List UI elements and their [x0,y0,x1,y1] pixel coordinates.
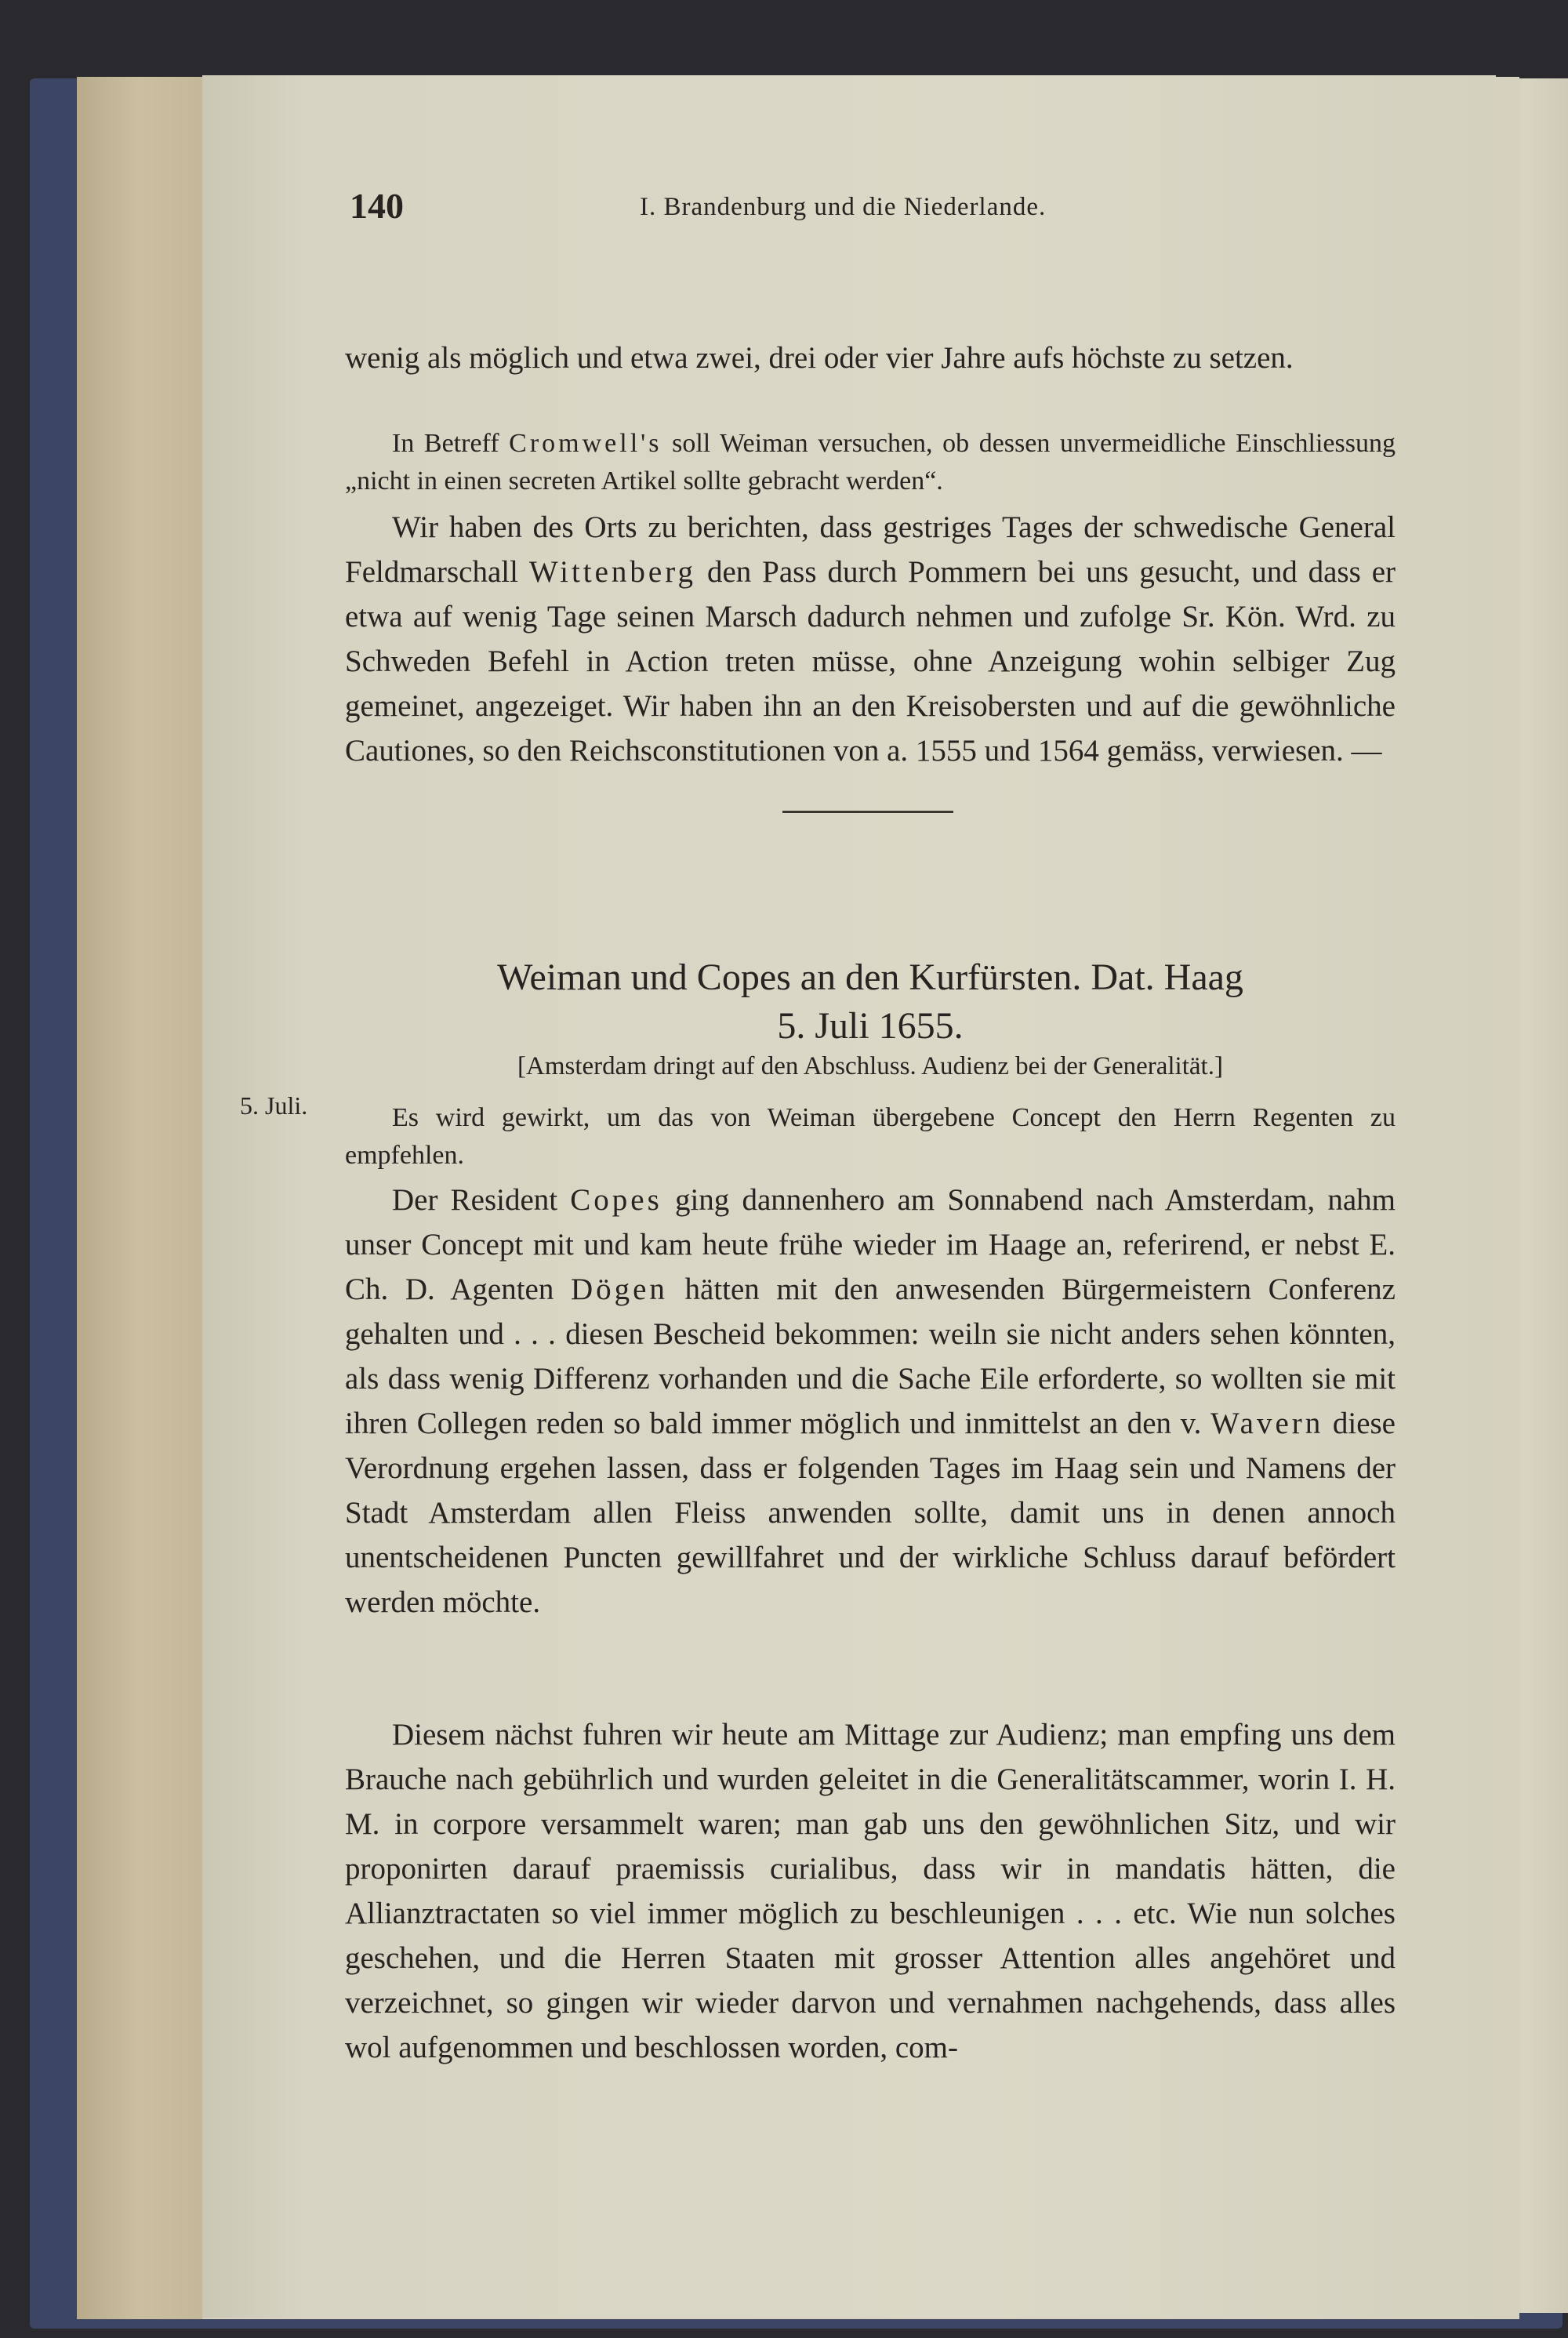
paragraph-concept: Es wird gewirkt, um das von Weiman übergebene Concept den Herrn Regenten zu empfehlen. [345,1103,1396,1170]
margin-date: 5. Juli. [240,1091,308,1120]
letter-summary: [Amsterdam dringt auf den Abschluss. Audienz bei der Generalität.] [517,1052,1223,1080]
text-run: hätten mit den anwesenden Bürgermeistern Conferenz gehalten und . . . diesen Bescheid bekommen: weiln sie nicht anders sehen könnten, als dass wenig Differenz vorhanden und die Sache Eile erforderte, so wollten sie mit ihren Collegen reden so bald immer möglich und inmittelst an den v. [345,1272,1396,1440]
text-run: Wir haben des Orts zu berichten, dass gestriges Tages der schwedische General Feldmarschall [345,510,1396,589]
person-name: Wittenberg [528,555,697,589]
running-title: I. Brandenburg und die Niederlande. [640,193,1047,221]
text-run: soll Weiman versuchen, ob dessen unvermeidliche Einschliessung „nicht in einen secreten Artikel sollte gebracht werden“. [345,429,1396,496]
letter-heading [345,953,1396,1051]
person-name: Dögen [570,1272,668,1306]
heading-line-2: 5. Juli 1655. [777,1005,964,1047]
text-run: diese Verordnung ergehen lassen, dass er folgenden Tages im Haag sein und Namens der Stadt Amsterdam allen Fleiss anwenden sollte, damit uns in denen annoch unentscheidenen Puncten gewillfahret und der wirkliche Schluss darauf befördert werden möchte. [345,1407,1396,1619]
text-run: den Pass durch Pommern bei uns gesucht, und dass er etwa auf wenig Tage seinen Marsch dadurch nehmen und zufolge Sr. Kön. Wrd. zu Schweden Befehl in Action treten müsse, ohne Anzeigung wohin selbiger Zug gemeinet, angezeiget. Wir haben ihn an den Kreisobersten und auf die gewöhnliche Cautiones, so den Reichsconstitutionen von a. 1555 und 1564 gemäss, verwiesen. — [345,555,1396,768]
paragraph-wittenberg [345,505,1396,773]
heading-line-1: Weiman und Copes an den Kurfürsten. Dat. Haag [497,957,1243,998]
paragraph-copes [345,1178,1396,1625]
person-name: Copes [570,1183,662,1217]
paragraph-continuation: wenig als möglich und etwa zwei, drei oder vier Jahre aufs höchste zu setzen. [345,341,1294,375]
running-head [350,185,1369,240]
page-gutter [77,77,202,2319]
section-divider [782,811,953,813]
person-name: Cromwell's [509,429,662,458]
text-run: Der Resident [392,1183,571,1217]
text-run: ging dannenhero am Sonnabend nach Amsterdam, nahm unser Concept mit und kam heute frühe wieder im Haage an, referirend, er nebst E. Ch. D. Agenten [345,1183,1396,1306]
person-name: Wavern [1210,1407,1324,1440]
book-page [202,75,1496,2318]
paragraph-cromwell [345,425,1396,500]
paragraph-audience: Diesem nächst fuhren wir heute am Mittage zur Audienz; man empfing uns dem Brauche nach gebührlich und wurden geleitet in die Generalitätscammer, worin I. H. M. in corpore versammelt waren; man gab uns den gewöhnlichen Sitz, und wir proponirten darauf praemissis curialibus, dass wir in mandatis hätten, die Allianztractaten so viel immer möglich zu beschleunigen . . . etc. Wie nun solches geschehen, und die Herren Staaten mit grosser Attention alles angehöret und verzeichnet, so gingen wir wieder darvon und vernahmen nachgehends, dass alles wol aufgenommen und beschlossen worden, com- [345,1718,1396,2064]
page-number: 140 [350,186,404,226]
text-run: In Betreff [392,429,510,458]
